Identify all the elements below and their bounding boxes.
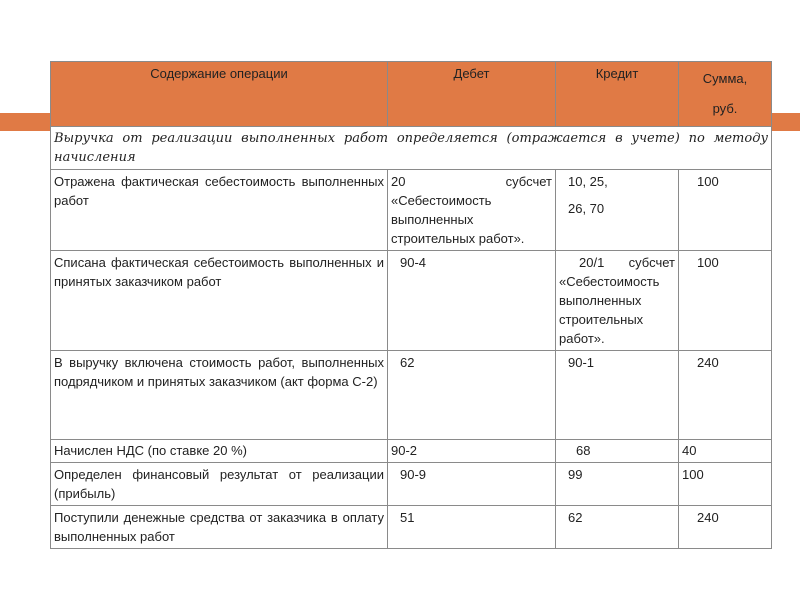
row-credit: 62 xyxy=(556,506,679,549)
row-credit: 20/1 субсчет «Себестоимость выполненных строительных работ». xyxy=(556,251,679,351)
row-sum: 40 xyxy=(679,440,772,463)
table-row xyxy=(51,351,772,440)
accounting-entries-table xyxy=(50,61,772,549)
row-sum: 100 xyxy=(679,463,772,506)
row-content: Определен финансовый результат от реализации (прибыль) xyxy=(51,463,388,506)
section-title: Выручка от реализации выполненных работ определяется (отражается в учете) по методу начисления xyxy=(51,127,772,170)
row-credit: 90-1 xyxy=(556,351,679,440)
row-credit: 68 xyxy=(556,440,679,463)
row-debit: 90-9 xyxy=(388,463,556,506)
header-credit: Кредит xyxy=(556,62,679,127)
row-debit: 51 xyxy=(388,506,556,549)
row-debit: 62 xyxy=(388,351,556,440)
table-row xyxy=(51,251,772,351)
row-sum: 100 xyxy=(679,251,772,351)
row-content: Списана фактическая себестоимость выполненных и принятых заказчиком работ xyxy=(51,251,388,351)
row-debit: 20 субсчет «Себестоимость выполненных строительных работ». xyxy=(388,170,556,251)
table-row xyxy=(51,506,772,549)
row-content: Поступили денежные средства от заказчика в оплату выполненных работ xyxy=(51,506,388,549)
table-header-row xyxy=(51,62,772,127)
row-debit: 90-2 xyxy=(388,440,556,463)
table-row xyxy=(51,463,772,506)
row-sum: 240 xyxy=(679,506,772,549)
table-row xyxy=(51,170,772,251)
row-credit: 10, 25, 26, 70 xyxy=(556,170,679,251)
row-content: Начислен НДС (по ставке 20 %) xyxy=(51,440,388,463)
row-sum: 100 xyxy=(679,170,772,251)
row-debit: 90-4 xyxy=(388,251,556,351)
header-debit: Дебет xyxy=(388,62,556,127)
header-sum: Сумма, руб. xyxy=(679,62,772,127)
table-row xyxy=(51,440,772,463)
section-title-row xyxy=(51,127,772,170)
row-credit: 99 xyxy=(556,463,679,506)
header-content: Содержание операции xyxy=(51,62,388,127)
row-sum: 240 xyxy=(679,351,772,440)
row-content: В выручку включена стоимость работ, выполненных подрядчиком и принятых заказчиком (акт форма С-2) xyxy=(51,351,388,440)
row-content: Отражена фактическая себестоимость выполненных работ xyxy=(51,170,388,251)
